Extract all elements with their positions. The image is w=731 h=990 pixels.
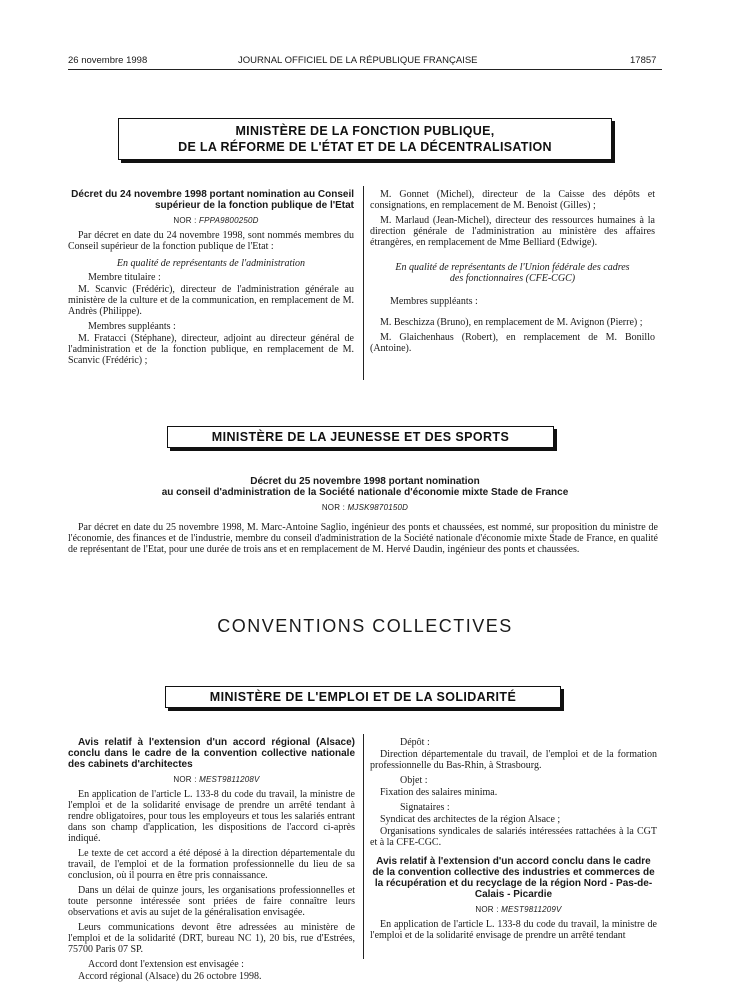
avis-paragraph: Fixation des salaires minima. <box>380 787 498 798</box>
decree-paragraph: M. Glaichenhaus (Robert), en remplacement de M. Bonillo (Antoine). <box>370 332 655 354</box>
section2-body <box>68 522 658 559</box>
label-membre-titulaire: Membre titulaire : <box>88 272 161 283</box>
label-objet: Objet : <box>400 775 428 786</box>
avis-paragraph: Organisations syndicales de salariés intéressées rattachées à la CGT et à la CFE-CGC. <box>370 826 657 848</box>
header-rule <box>68 69 662 70</box>
avis-paragraph: Le texte de cet accord a été déposé à la direction départementale du travail, de l'emploi et de la formation professionnelle du lieu de sa conclusion, où il pourra en être pris connaissance. <box>68 848 355 881</box>
label-membres-suppleants: Membres suppléants : <box>88 321 176 332</box>
avis-paragraph: Direction départementale du travail, de l'emploi et de la formation professionnelle du Bas-Rhin, à Strasbourg. <box>370 749 657 771</box>
ministry-box-jeunesse-sports <box>167 426 554 448</box>
decree-paragraph: M. Scanvic (Frédéric), directeur de l'administration générale au ministère de la culture et de la communication, en remplacement de M. Andrès (Philippe). <box>68 284 354 317</box>
conventions-heading: CONVENTIONS COLLECTIVES <box>217 616 513 636</box>
avis-nor: NOR : MEST9811208V <box>173 775 260 784</box>
decree-paragraph: M. Beschizza (Bruno), en remplacement de M. Avignon (Pierre) ; <box>380 317 643 328</box>
avis-label: Accord dont l'extension est envisagée : <box>88 959 244 970</box>
label-signataires: Signataires : <box>400 802 450 813</box>
subheading-administration: En qualité de représentants de l'administration <box>116 258 306 269</box>
avis-paragraph: Accord régional (Alsace) du 26 octobre 1998. <box>78 971 262 982</box>
avis-paragraph: Dans un délai de quinze jours, les organisations professionnelles et toute personne intéressée sont priées de faire connaître leurs observations et avis au sujet de la généralisation envisagée. <box>68 885 355 918</box>
section3-right-column <box>370 737 657 945</box>
header-journal-title: JOURNAL OFFICIEL DE LA RÉPUBLIQUE FRANÇAISE <box>238 55 478 66</box>
avis-paragraph: Leurs communications devont être adressées au ministère de l'emploi et de la solidarité (DRT, bureau NC 1), 20 bis, rue d'Estrées, 75700 Paris 07 SP. <box>68 922 355 955</box>
section1-left-column <box>68 189 354 370</box>
avis-paragraph: En application de l'article L. 133-8 du code du travail, la ministre de l'emploi et de la solidarité envisage de prendre un arrêté tendant à rendre obligatoires, pour tous les employeurs et tous les salariés entrant dans son champ d'application, les dispositions de l'accord ci-après indiqué. <box>68 789 355 844</box>
section1-right-column <box>370 189 655 358</box>
ministry-title: MINISTÈRE DE L'EMPLOI ET DE LA SOLIDARITÉ <box>209 690 517 704</box>
avis-title-nord-pas-de-calais: Avis relatif à l'extension d'un accord conclu dans le cadre de la convention collective des industries et commerces de la récupération et du recyclage de la région Nord - Pas-de-Calais - Picardie <box>372 856 655 900</box>
section3-left-column <box>68 737 355 983</box>
label-membres-suppleants: Membres suppléants : <box>390 296 478 307</box>
decree-title-stade-de-france <box>68 476 662 498</box>
decree-paragraph: M. Gonnet (Michel), directeur de la Caisse des dépôts et consignations, en remplacement de M. Benoist (Gilles) ; <box>370 189 655 211</box>
ministry-box-fonction-publique <box>118 118 612 160</box>
header-page-number: 17857 <box>630 55 657 66</box>
ministry-box-emploi-solidarite <box>165 686 561 708</box>
header-date: 26 novembre 1998 <box>68 55 148 66</box>
decree-title-line2: au conseil d'administration de la Société nationale d'économie mixte Stade de France <box>161 487 569 498</box>
ministry-title-line1: MINISTÈRE DE LA FONCTION PUBLIQUE, <box>235 124 495 138</box>
avis-paragraph: Syndicat des architectes de la région Alsace ; <box>380 814 561 825</box>
decree-paragraph: M. Fratacci (Stéphane), directeur, adjoint au directeur général de l'administration et de la fonction publique, en remplacement de M. Scanvic (Frédéric) ; <box>68 333 354 366</box>
avis-title-alsace: Avis relatif à l'extension d'un accord régional (Alsace) conclu dans le cadre de la convention collective nationale des cabinets d'architectes <box>68 737 355 770</box>
subheading-cfe-cgc: En qualité de représentants de l'Union fédérale des cadres des fonctionnaires (CFE-CGC) <box>395 262 630 284</box>
column-separator <box>363 734 364 959</box>
decree-paragraph: M. Marlaud (Jean-Michel), directeur des ressources humaines à la direction générale de l'administration au ministère des affaires étrangères, en remplacement de Mme Belliard (Edwige). <box>370 215 655 248</box>
ministry-title-line2: DE LA RÉFORME DE L'ÉTAT ET DE LA DÉCENTRALISATION <box>178 140 552 154</box>
decree-nor: NOR : MJSK9870150D <box>321 503 409 512</box>
column-separator <box>363 186 364 380</box>
avis-paragraph: En application de l'article L. 133-8 du code du travail, la ministre de l'emploi et de la solidarité envisage de prendre un arrêté tendant <box>370 919 657 941</box>
label-depot: Dépôt : <box>400 737 430 748</box>
decree-nor: NOR : FPPA9800250D <box>173 216 259 225</box>
decree-paragraph: Par décret en date du 25 novembre 1998, M. Marc-Antoine Saglio, ingénieur des ponts et chaussées, est nommé, sur proposition du ministre de l'économie, des finances et de l'industrie, membre du conseil d'administration de la Société nationale d'économie mixte Stade de France, en qualité de représentant de l'Etat, pour une durée de trois ans et en remplacement de M. Hervé Daudin, ingénieur des ponts et chaussées. <box>68 522 658 555</box>
decree-title-line1: Décret du 25 novembre 1998 portant nomination <box>250 476 480 487</box>
decree-paragraph: Par décret en date du 24 novembre 1998, sont nommés membres du Conseil supérieur de la fonction publique de l'Etat : <box>68 230 354 252</box>
avis-nor: NOR : MEST9811209V <box>475 905 562 914</box>
decree-title: Décret du 24 novembre 1998 portant nomination au Conseil supérieur de la fonction publique de l'Etat <box>71 189 354 211</box>
ministry-title: MINISTÈRE DE LA JEUNESSE ET DES SPORTS <box>211 430 510 444</box>
